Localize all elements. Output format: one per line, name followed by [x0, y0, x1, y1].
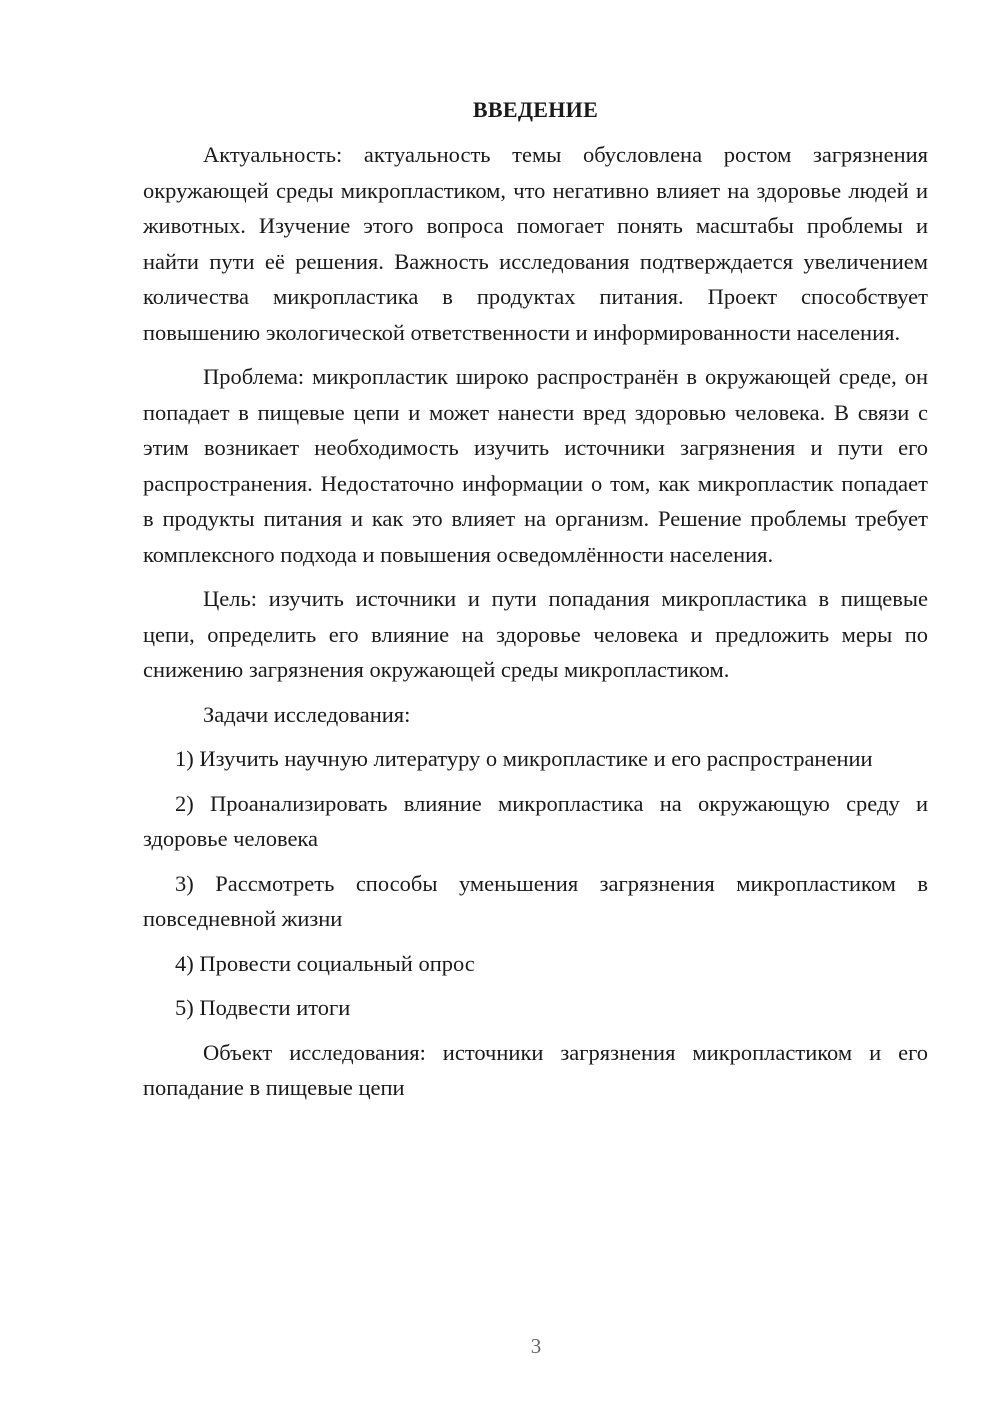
- task-item-4: 4) Провести социальный опрос: [175, 950, 475, 976]
- task-item-5: 5) Подвести итоги: [175, 995, 351, 1020]
- tasks-list: [143, 741, 928, 1026]
- goal-paragraph: Цель: изучить источники и пути попадания микропластика в пищевые цепи, определить его влияние на здоровье человека и предложить меры по снижению загрязнения окружающей среды микропластиком.: [143, 586, 928, 682]
- page-number: 3: [530, 1334, 542, 1358]
- problem-paragraph: Проблема: микропластик широко распространён в окружающей среде, он попадает в пищевые цепи и может нанести вред здоровью человека. В связи с этим возникает необходимость изучить источники загрязнения и пути его распространения. Недостаточно информации о том, как микропластик попадает в продукты питания и как это влияет на организм. Решение проблемы требует комплексного подхода и повышения осведомлённости населения.: [143, 364, 928, 567]
- page-title: ВВЕДЕНИЕ: [472, 97, 599, 122]
- tasks-title: Задачи исследования:: [203, 701, 411, 727]
- task-item-2: 2) Проанализировать влияние микропластика на окружающую среду и здоровье человека: [143, 790, 928, 851]
- task-item-1: 1) Изучить научную литературу о микропластике и его распространении: [175, 746, 873, 771]
- task-item-3: 3) Рассмотреть способы уменьшения загрязнения микропластиком в повседневной жизни: [143, 870, 928, 931]
- relevance-paragraph: Актуальность: актуальность темы обусловлена ростом загрязнения окружающей среды микропластиком, что негативно влияет на здоровье людей и животных. Изучение этого вопроса помогает понять масштабы проблемы и найти пути её решения. Важность исследования подтверждается увеличением количества микропластика в продуктах питания. Проект способствует повышению экологической ответственности и информированности населения.: [143, 142, 928, 345]
- document-page: [143, 92, 928, 1115]
- object-paragraph: Объект исследования: источники загрязнения микропластиком и его попадание в пищевые цепи: [143, 1039, 928, 1100]
